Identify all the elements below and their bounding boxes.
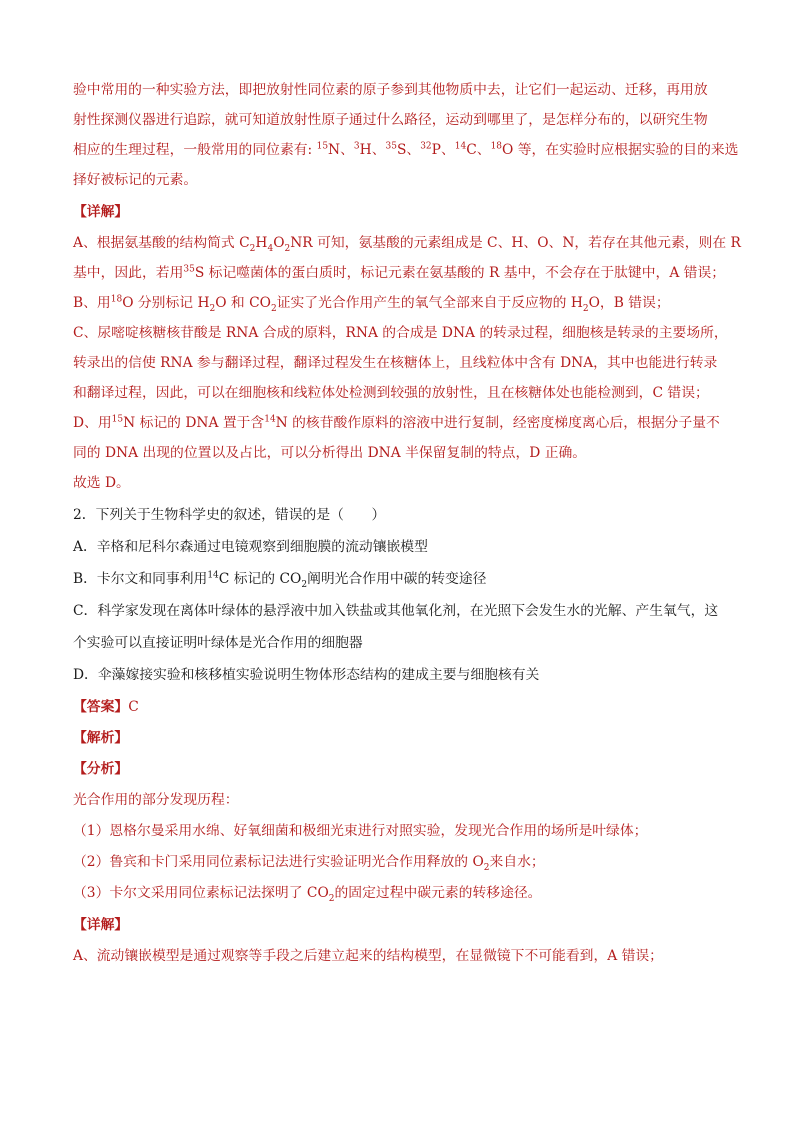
detail1-final: 故选 D。 bbox=[73, 475, 130, 491]
intro-line-3: 相应的生理过程，一般常用的同位素有: $^{15}$N、$^3$H、$^{35}$S、$^{32}$P、$^{14}$C、$^{18}$O 等，在实验时应根据实验的目的来选 bbox=[73, 141, 739, 158]
question2-stem: 2．下列关于生物科学史的叙述，错误的是（ ） bbox=[73, 507, 386, 523]
detail1-line-b: B、用$^{18}$O 分别标记 $H_2O$ 和 $CO_2$证实了光合作用产生的氧气全部来自于反应物的 $H_2O$，B 错误； bbox=[73, 294, 670, 314]
question2-option-c2: 个实验可以直接证明叶绿体是光合作用的细胞器 bbox=[73, 635, 363, 651]
detail1-line-a2: 基中，因此，若用$^{35}$S 标记噬菌体的蛋白质时，标记元素在氨基酸的 R 基中，不会存在于肽键中，A 错误； bbox=[73, 264, 726, 281]
detail1-line-c3: 和翻译过程，因此，可以在细胞核和线粒体处检测到较强的放射性，且在核糖体处也能检测到，C 错误； bbox=[73, 385, 709, 401]
detail1-line-d1: D、用$^{15}$N 标记的 DNA 置于含$^{14}$N 的核苷酸作原料的溶液中进行复制，经密度梯度离心后，根据分子量不 bbox=[73, 414, 720, 431]
detail1-line-a1: A、根据氨基酸的结构简式 $C_2H_4O_2NR$ 可知，氨基酸的元素组成是 C、H、O、N，若存在其他元素，则在 R bbox=[73, 235, 741, 254]
answer-line: 【答案】C bbox=[73, 699, 139, 715]
intro-line-1: 验中常用的一种实验方法，即把放射性同位素的原子参到其他物质中去，让它们一起运动、迁移，再用放 bbox=[73, 82, 708, 98]
detail-header-1: 【详解】 bbox=[73, 204, 129, 220]
analysis-point-2: （2）鲁宾和卡门采用同位素标记法进行实验证明光合作用释放的 $O_2$来自水； bbox=[73, 854, 545, 873]
question2-option-d: D．伞藻嫁接实验和核移植实验说明生物体形态结构的建成主要与细胞核有关 bbox=[73, 667, 540, 683]
detail-header-2: 【详解】 bbox=[73, 917, 129, 933]
question2-option-a: A．辛格和尼科尔森通过电镜观察到细胞膜的流动镶嵌模型 bbox=[73, 539, 428, 555]
detail1-line-c1: C、尿嘧啶核糖核苷酸是 RNA 合成的原料，RNA 的合成是 DNA 的转录过程，细胞核是转录的主要场所， bbox=[73, 325, 728, 341]
intro-line-4: 择好被标记的元素。 bbox=[73, 172, 198, 188]
analysis-point-1: （1）恩格尔曼采用水绵、好氧细菌和极细光束进行对照实验，发现光合作用的场所是叶绿体； bbox=[73, 823, 648, 839]
detail2-line-a: A、流动镶嵌模型是通过观察等手段之后建立起来的结构模型，在显微镜下不可能看到，A 错误； bbox=[73, 948, 663, 964]
analysis-header: 【解析】 bbox=[73, 730, 129, 746]
analysis-intro: 光合作用的部分发现历程： bbox=[73, 792, 239, 808]
intro-line-2: 射性探测仪器进行追踪，就可知道放射性原子通过什么路径，运动到哪里了，是怎样分布的，以研究生物 bbox=[73, 112, 708, 128]
detail1-line-c2: 转录出的信使 RNA 参与翻译过程，翻译过程发生在核糖体上，且线粒体中含有 DNA，其中也能进行转录 bbox=[73, 355, 718, 371]
fenxi-header: 【分析】 bbox=[73, 761, 129, 777]
question2-option-b: B．卡尔文和同事利用$^{14}$C 标记的 $CO_2$阐明光合作用中碳的转变途径 bbox=[73, 570, 487, 590]
analysis-point-3: （3）卡尔文采用同位素标记法探明了 $CO_2$的固定过程中碳元素的转移途径。 bbox=[73, 885, 542, 904]
detail1-line-d2: 同的 DNA 出现的位置以及占比，可以分析得出 DNA 半保留复制的特点，D 正确。 bbox=[73, 445, 587, 461]
question2-option-c1: C．科学家发现在离体叶绿体的悬浮液中加入铁盐或其他氧化剂，在光照下会发生水的光解、产生氧气，这 bbox=[73, 603, 719, 619]
